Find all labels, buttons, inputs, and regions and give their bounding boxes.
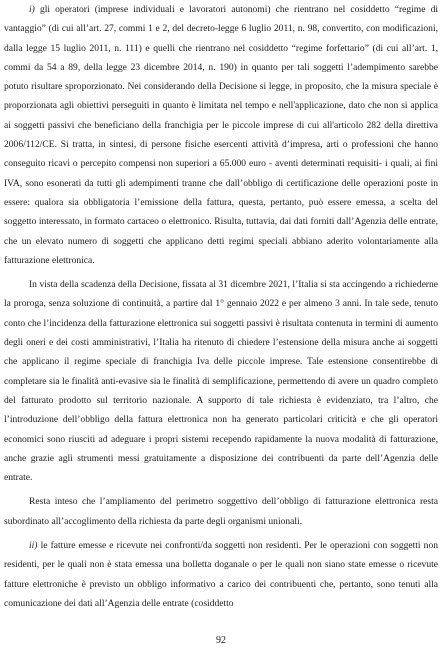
paragraph-resta-inteso [4, 492, 438, 531]
paragraph-proroga-text: In vista della scadenza della Decisione, fissata al 31 dicembre 2021, l’Italia si sta accingendo a richiederne la proroga, senza soluzione di continuità, a partire dal 1° gennaio 2022 e per almeno 3 anni. In tale sede, tenuto conto che l’incidenza della fatturazione elettronica sui soggetti passivi è risultata contenuta in termini di aumento degli oneri e dei costi amministrativi, l’Italia ha ritenuto di chiedere l’estensione della misura anche ai soggetti che applicano il regime speciale di franchigia Iva delle piccole imprese. Tale estensione consentirebbe di completare sia le finalità anti-evasive sia le finalità di semplificazione, permettendo di avere un quadro completo del fatturato prodotto sul territorio nazionale. A supporto di tale richiesta è evidenziato, tra l’altro, che l’introduzione dell’obbligo della fattura elettronica non ha generato particolari criticità e che gli operatori economici sono riusciti ad adeguare i propri sistemi recependo rapidamente la nuova modalità di fatturazione, anche grazie agli strumenti messi gratuitamente a disposizione dei contribuenti da parte dell’Agenzia delle entrate. [4, 279, 438, 484]
list-marker-ii: ii) [29, 540, 38, 552]
page-number: 92 [216, 635, 226, 646]
paragraph-proroga [4, 275, 438, 487]
paragraph-i [4, 0, 438, 270]
paragraph-ii [4, 536, 438, 613]
paragraph-i-text: gli operatori (imprese individuali e lavoratori autonomi) che rientrano nel cosiddetto “regime di vantaggio” (di cui all’art. 27, commi 1 e 2, del decreto-legge 6 luglio 2011, n. 98, convertito, con modificazioni, dalla legge 15 luglio 2011, n. 111) e quelli che rientrano nel cosiddetto “regime forfettario” (di cui all’art. 1, commi da 54 a 89, della legge 23 dicembre 2014, n. 190) in quanto per tali soggetti l’adempimento sarebbe potuto risultare sproporzionato. Nei considerando della Decisione si legge, in proposito, che la misura speciale è proporzionata agli obiettivi perseguiti in quanto è limitata nel tempo e nell'applicazione, dato che non si applica ai soggetti passivi che beneficiano della franchigia per le piccole imprese di cui all'articolo 282 della direttiva 2006/112/CE. Si tratta, in sintesi, di persone fisiche esercenti attività d’impresa, arti o professioni che hanno conseguito ricavi o percepito compensi non superiori a 65.000 euro - aventi determinati requisiti- i quali, ai fini IVA, sono esonerati da tutti gli adempimenti tranne che dall’obbligo di certificazione delle operazioni poste in essere: qualora sia obbligatoria l’emissione della fattura, questa, pertanto, può essere emessa, a scelta del soggetto interessato, in formato cartaceo o elettronico. Risulta, tuttavia, dai dati forniti dall’Agenzia delle entrate, che un elevato numero di soggetti che applicano detti regimi speciali abbiano aderito volontariamente alla fatturazione elettronica. [4, 4, 438, 266]
list-marker-i: i) [29, 4, 35, 15]
paragraph-resta-inteso-text: Resta inteso che l’ampliamento del perimetro soggettivo dell’obbligo di fatturazione elettronica resta subordinato all’accoglimento della richiesta da parte degli organismi unionali. [4, 496, 438, 527]
paragraph-ii-text: le fatture emesse e ricevute nei confronti/da soggetti non residenti. Per le operazioni con soggetti non residenti, per le quali non è stata emessa una bolletta doganale o per le quali non siano state emesse o ricevute fatture elettroniche è previsto un obbligo informativo a carico dei contribuenti che, pertanto, sono tenuti alla comunicazione dei dati all’Agenzia delle entrate (cosiddetto [4, 540, 438, 609]
page-body [4, 0, 438, 613]
